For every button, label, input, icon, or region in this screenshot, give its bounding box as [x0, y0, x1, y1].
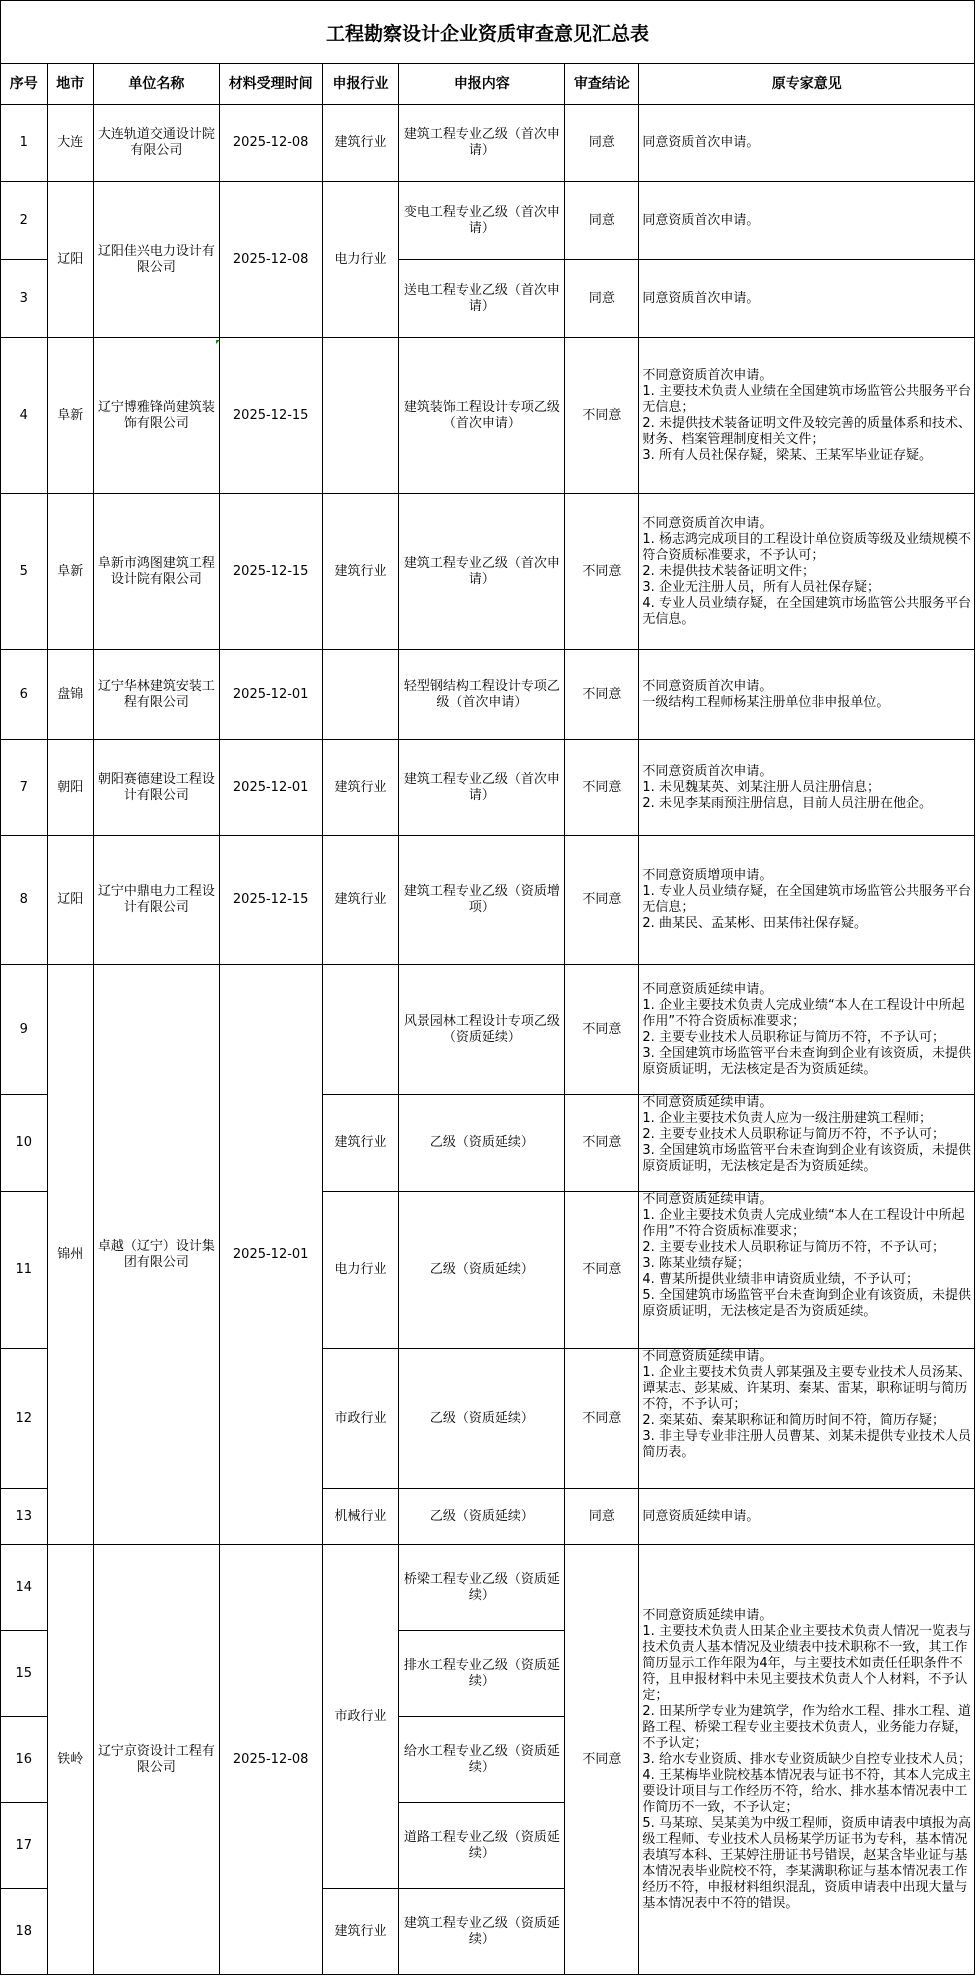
industry-cell	[322, 965, 399, 1095]
opinion-line: 2. 曲某民、孟某彬、田某伟社保存疑。	[642, 916, 867, 931]
opinion-line: 不同意资质延续申请。	[642, 1349, 773, 1364]
content-cell: 乙级（资质延续）	[399, 1349, 565, 1489]
row-number: 4	[1, 338, 48, 494]
date-cell: 2025-12-15	[219, 338, 322, 494]
opinion-line: 1. 企业主要技术负责人应为一级注册建筑工程师；	[642, 1111, 932, 1126]
opinion-line: 同意资质首次申请。	[642, 290, 760, 306]
unit-name-cell: 辽宁华林建筑安装工程有限公司	[94, 650, 220, 740]
opinion-line: 2. 田某所学专业为建筑学，作为给水工程、排水工程、道路工程、桥梁工程专业主要技术负责人，业务能力存疑，不予认定；	[642, 1703, 971, 1751]
opinion-cell	[639, 260, 975, 338]
row-number: 8	[1, 836, 48, 965]
industry-cell	[322, 650, 399, 740]
opinion-line: 一级结构工程师杨某注册单位非申报单位。	[642, 694, 890, 710]
cell-comment-marker	[216, 340, 220, 344]
opinion-line: 3. 给水专业资质、排水专业资质缺少自控专业技术人员；	[642, 1751, 971, 1767]
industry-cell: 市政行业	[322, 1349, 399, 1489]
header-conclusion: 审查结论	[565, 64, 639, 105]
row-number: 7	[1, 740, 48, 836]
industry-cell: 机械行业	[322, 1489, 399, 1545]
content-cell: 给水工程专业乙级（资质延续）	[399, 1717, 565, 1803]
table-row	[1, 494, 975, 650]
date-cell: 2025-12-01	[219, 650, 322, 740]
table-title: 工程勘察设计企业资质审查意见汇总表	[0, 0, 975, 64]
date-cell: 2025-12-01	[219, 740, 322, 836]
header-no: 序号	[1, 64, 48, 105]
content-cell: 轻型钢结构工程设计专项乙级（首次申请）	[399, 650, 565, 740]
review-table	[0, 63, 975, 1975]
industry-cell: 市政行业	[322, 1545, 399, 1889]
industry-cell	[322, 338, 399, 494]
opinion-line: 1. 杨志鸿完成项目的工程设计单位资质等级及业绩规模不符合资质标准要求，不予认可；	[642, 531, 971, 563]
row-number: 6	[1, 650, 48, 740]
row-number: 13	[1, 1489, 48, 1545]
content-cell: 送电工程专业乙级（首次申请）	[399, 260, 565, 338]
conclusion-cell: 不同意	[565, 1095, 639, 1192]
unit-name-cell: 阜新市鸿图建筑工程设计院有限公司	[94, 494, 220, 650]
content-cell: 排水工程专业乙级（资质延续）	[399, 1631, 565, 1717]
opinion-line: 2. 主要专业技术人员职称证与简历不符，不予认可；	[642, 1127, 945, 1142]
opinion-line: 1. 专业人员业绩存疑，在全国建筑市场监管公共服务平台无信息；	[642, 884, 971, 915]
conclusion-cell: 不同意	[565, 1192, 639, 1349]
industry-cell: 建筑行业	[322, 836, 399, 965]
opinion-line: 3. 非主导专业非注册人员曹某、刘某未提供专业技术人员简历表。	[642, 1429, 971, 1460]
table-row	[1, 1545, 975, 1631]
opinion-line: 4. 专业人员业绩存疑，在全国建筑市场监管公共服务平台无信息。	[642, 595, 971, 627]
date-cell: 2025-12-15	[219, 494, 322, 650]
date-cell: 2025-12-08	[219, 182, 322, 338]
row-number: 16	[1, 1717, 48, 1803]
opinion-cell	[639, 1545, 975, 1975]
industry-cell: 建筑行业	[322, 1095, 399, 1192]
unit-name-cell: 辽宁京资设计工程有限公司	[94, 1545, 220, 1975]
industry-cell: 建筑行业	[322, 1889, 399, 1975]
table-row	[1, 338, 975, 494]
opinion-line: 4. 曹某所提供业绩非申请资质业绩，不予认可；	[642, 1272, 919, 1287]
opinion-line: 不同意资质延续申请。	[642, 1607, 773, 1623]
opinion-line: 同意资质首次申请。	[642, 212, 760, 228]
conclusion-cell: 不同意	[565, 1349, 639, 1489]
opinion-cell	[639, 650, 975, 740]
unit-name-cell: 卓越（辽宁）设计集团有限公司	[94, 965, 220, 1545]
table-row	[1, 105, 975, 182]
opinion-line: 不同意资质增项申请。	[642, 868, 773, 883]
date-cell: 2025-12-08	[219, 105, 322, 182]
opinion-line: 不同意资质首次申请。	[642, 515, 773, 531]
opinion-line: 1. 企业主要技术负责人郭某强及主要专业技术人员汤某、谭某志、彭某威、许某玥、秦某、雷某，职称证明与简历不符，不予认可；	[642, 1365, 971, 1412]
row-number: 17	[1, 1803, 48, 1889]
opinion-line: 不同意资质延续申请。	[642, 1095, 773, 1110]
opinion-cell	[639, 1489, 975, 1545]
header-content: 申报内容	[399, 64, 565, 105]
opinion-line: 2. 栾某茹、秦某职称证和简历时间不符，简历存疑；	[642, 1413, 945, 1428]
unit-name-cell: 辽阳佳兴电力设计有限公司	[94, 182, 220, 338]
opinion-cell	[639, 338, 975, 494]
row-number: 18	[1, 1889, 48, 1975]
content-cell: 建筑工程专业乙级（首次申请）	[399, 494, 565, 650]
opinion-line: 不同意资质延续申请。	[642, 981, 773, 997]
header-row	[1, 64, 975, 105]
opinion-line: 1. 企业主要技术负责人完成业绩“本人在工程设计中所起作用”不符合资质标准要求；	[642, 997, 965, 1029]
industry-cell: 建筑行业	[322, 494, 399, 650]
unit-name-cell: 辽宁博雅锋尚建筑装饰有限公司	[94, 338, 220, 494]
opinion-line: 同意资质首次申请。	[642, 135, 760, 150]
content-cell: 乙级（资质延续）	[399, 1489, 565, 1545]
opinion-line: 4. 王某梅毕业院校基本情况表与证书不符，其本人完成主要设计项目与工作经历不符，给水、排水基本情况表中工作简历不一致，不予认定；	[642, 1767, 971, 1815]
conclusion-cell: 不同意	[565, 338, 639, 494]
header-unit: 单位名称	[94, 64, 220, 105]
row-number: 3	[1, 260, 48, 338]
content-cell: 乙级（资质延续）	[399, 1192, 565, 1349]
opinion-cell	[639, 836, 975, 965]
row-number: 5	[1, 494, 48, 650]
conclusion-cell: 不同意	[565, 494, 639, 650]
content-cell: 建筑工程专业乙级（首次申请）	[399, 105, 565, 182]
city-cell: 大连	[47, 105, 94, 182]
industry-cell: 建筑行业	[322, 105, 399, 182]
conclusion-cell: 不同意	[565, 1545, 639, 1975]
content-cell: 道路工程专业乙级（资质延续）	[399, 1803, 565, 1889]
city-cell: 辽阳	[47, 182, 94, 338]
opinion-line: 2. 未提供技术装备证明文件及较完善的质量体系和技术、财务、档案管理制度相关文件；	[642, 415, 971, 447]
content-cell: 变电工程专业乙级（首次申请）	[399, 182, 565, 260]
opinion-line: 1. 主要技术负责人田某企业主要技术负责人情况一览表与技术负责人基本情况及业绩表中技术职称不一致，其工作简历显示工作年限为4年，与主要技术如责任任职条件不符，且申报材料中未见主要技术负责人个人材料，不予认定；	[642, 1623, 971, 1703]
table-row	[1, 650, 975, 740]
opinion-cell	[639, 1349, 975, 1489]
opinion-line: 3. 全国建筑市场监管平台未查询到企业有该资质，未提供原资质证明，无法核定是否为资质延续。	[642, 1045, 971, 1077]
opinion-cell	[639, 105, 975, 182]
date-cell: 2025-12-01	[219, 965, 322, 1545]
city-cell: 铁岭	[47, 1545, 94, 1975]
conclusion-cell: 不同意	[565, 836, 639, 965]
table-row	[1, 182, 975, 260]
header-city: 地市	[47, 64, 94, 105]
row-number: 15	[1, 1631, 48, 1717]
city-cell: 朝阳	[47, 740, 94, 836]
conclusion-cell: 同意	[565, 260, 639, 338]
opinion-line: 不同意资质首次申请。	[642, 367, 773, 383]
conclusion-cell: 同意	[565, 1489, 639, 1545]
opinion-line: 2. 未提供技术装备证明文件；	[642, 563, 815, 579]
content-cell: 建筑工程专业乙级（资质延续）	[399, 1889, 565, 1975]
opinion-cell	[639, 182, 975, 260]
row-number: 10	[1, 1095, 48, 1192]
industry-cell: 电力行业	[322, 1192, 399, 1349]
opinion-line: 不同意资质首次申请。	[642, 763, 773, 779]
city-cell: 辽阳	[47, 836, 94, 965]
city-cell: 盘锦	[47, 650, 94, 740]
content-cell: 建筑工程专业乙级（资质增项）	[399, 836, 565, 965]
industry-cell: 电力行业	[322, 182, 399, 338]
content-cell: 建筑装饰工程设计专项乙级（首次申请）	[399, 338, 565, 494]
opinion-line: 3. 全国建筑市场监管平台未查询到企业有该资质，未提供原资质证明，无法核定是否为资质延续。	[642, 1143, 971, 1174]
table-row	[1, 836, 975, 965]
opinion-line: 3. 陈某业绩存疑；	[642, 1256, 750, 1271]
unit-name-cell: 大连轨道交通设计院有限公司	[94, 105, 220, 182]
opinion-cell	[639, 1192, 975, 1349]
opinion-line: 1. 企业主要技术负责人完成业绩“本人在工程设计中所起作用”不符合资质标准要求；	[642, 1208, 965, 1239]
opinion-line: 2. 主要专业技术人员职称证与简历不符，不予认可；	[642, 1029, 945, 1045]
opinion-cell	[639, 1095, 975, 1192]
table-row	[1, 740, 975, 836]
content-cell: 风景园林工程设计专项乙级（资质延续）	[399, 965, 565, 1095]
row-number: 14	[1, 1545, 48, 1631]
row-number: 9	[1, 965, 48, 1095]
header-industry: 申报行业	[322, 64, 399, 105]
unit-name-cell: 朝阳赛德建设工程设计有限公司	[94, 740, 220, 836]
opinion-line: 5. 全国建筑市场监管平台未查询到企业有该资质，未提供原资质证明，无法核定是否为资质延续。	[642, 1288, 971, 1319]
industry-cell: 建筑行业	[322, 740, 399, 836]
conclusion-cell: 不同意	[565, 965, 639, 1095]
opinion-line: 1. 未见魏某英、刘某注册人员注册信息；	[642, 779, 880, 795]
unit-name-cell: 辽宁中鼎电力工程设计有限公司	[94, 836, 220, 965]
city-cell: 锦州	[47, 965, 94, 1545]
city-cell: 阜新	[47, 494, 94, 650]
row-number: 2	[1, 182, 48, 260]
conclusion-cell: 同意	[565, 105, 639, 182]
date-cell: 2025-12-08	[219, 1545, 322, 1975]
conclusion-cell: 同意	[565, 182, 639, 260]
header-opinion: 原专家意见	[639, 64, 975, 105]
opinion-line: 1. 主要技术负责人业绩在全国建筑市场监管公共服务平台无信息；	[642, 383, 971, 415]
content-cell: 乙级（资质延续）	[399, 1095, 565, 1192]
content-cell: 建筑工程专业乙级（首次申请）	[399, 740, 565, 836]
conclusion-cell: 不同意	[565, 650, 639, 740]
opinion-line: 不同意资质延续申请。	[642, 1192, 773, 1207]
opinion-line: 3. 所有人员社保存疑，梁某、王某军毕业证存疑。	[642, 447, 932, 463]
content-cell: 桥梁工程专业乙级（资质延续）	[399, 1545, 565, 1631]
conclusion-cell: 不同意	[565, 740, 639, 836]
date-cell: 2025-12-15	[219, 836, 322, 965]
opinion-line: 同意资质延续申请。	[642, 1508, 760, 1524]
table-row	[1, 965, 975, 1095]
opinion-line: 不同意资质首次申请。	[642, 678, 773, 694]
opinion-line: 3. 企业无注册人员，所有人员社保存疑；	[642, 579, 880, 595]
opinion-line: 5. 马某琼、吴某美为中级工程师，资质申请表中填报为高级工程师、专业技术人员杨某学历证书为专科，基本情况表填写本科、王某婷注册证书号错误，赵某含毕业证与基本情况表毕业院校不符，李某满职称证与基本情况表工作经历不符，申报材料组织混乱，资质申请表中出现大量与基本情况表中不符的错误。	[642, 1815, 971, 1911]
opinion-cell	[639, 494, 975, 650]
opinion-cell	[639, 740, 975, 836]
opinion-line: 2. 未见李某雨预注册信息，目前人员注册在他企。	[642, 795, 932, 811]
opinion-cell	[639, 965, 975, 1095]
row-number: 11	[1, 1192, 48, 1349]
opinion-line: 2. 主要专业技术人员职称证与简历不符，不予认可；	[642, 1240, 945, 1255]
row-number: 1	[1, 105, 48, 182]
city-cell: 阜新	[47, 338, 94, 494]
header-date: 材料受理时间	[219, 64, 322, 105]
row-number: 12	[1, 1349, 48, 1489]
